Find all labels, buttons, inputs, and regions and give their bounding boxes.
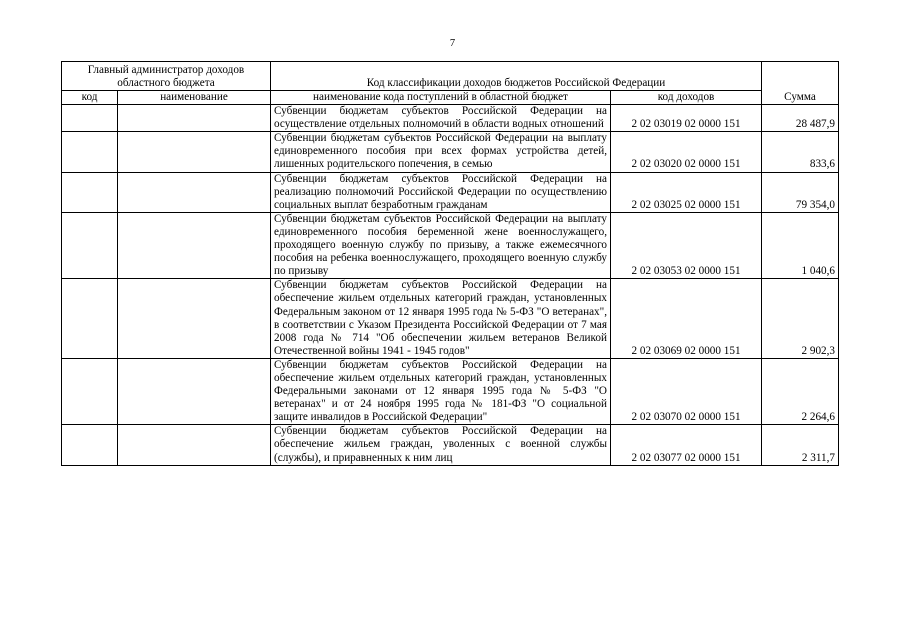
income-amount: 79 354,0 [762, 172, 839, 212]
income-code: 2 02 03020 02 0000 151 [611, 132, 762, 172]
admin-code-cell [62, 425, 118, 465]
table-row [62, 132, 839, 172]
income-description: Субвенции бюджетам субъектов Российской Федерации на обеспечение жильем граждан, уволенных с военной службы (службы), и приравненных к ним лиц [271, 425, 611, 465]
admin-name-cell [118, 172, 271, 212]
income-code: 2 02 03070 02 0000 151 [611, 358, 762, 424]
income-amount: 2 264,6 [762, 358, 839, 424]
header-row-top [62, 62, 839, 91]
admin-code-cell [62, 105, 118, 132]
header-admin-group: Главный администратор доходов областного бюджета [62, 62, 271, 91]
income-code: 2 02 03077 02 0000 151 [611, 425, 762, 465]
income-description: Субвенции бюджетам субъектов Российской Федерации на выплату единовременного пособия при всех формах устройства детей, лишенных родительского попечения, в семью [271, 132, 611, 172]
income-amount: 1 040,6 [762, 212, 839, 278]
income-amount: 2 902,3 [762, 279, 839, 359]
income-code: 2 02 03025 02 0000 151 [611, 172, 762, 212]
header-income-name: наименование кода поступлений в областной бюджет [271, 91, 611, 105]
income-amount: 2 311,7 [762, 425, 839, 465]
header-admin-code: код [62, 91, 118, 105]
income-amount: 28 487,9 [762, 105, 839, 132]
header-income-code: код доходов [611, 91, 762, 105]
admin-code-cell [62, 132, 118, 172]
income-code: 2 02 03019 02 0000 151 [611, 105, 762, 132]
admin-name-cell [118, 358, 271, 424]
income-description: Субвенции бюджетам субъектов Российской Федерации на реализацию полномочий Российской Федерации по осуществлению социальных выплат безработным гражданам [271, 172, 611, 212]
table-row [62, 425, 839, 465]
admin-name-cell [118, 425, 271, 465]
income-code: 2 02 03069 02 0000 151 [611, 279, 762, 359]
income-amount: 833,6 [762, 132, 839, 172]
revenue-table [61, 61, 839, 466]
header-row-sub [62, 91, 839, 105]
admin-name-cell [118, 279, 271, 359]
admin-name-cell [118, 105, 271, 132]
table-row [62, 279, 839, 359]
table-row [62, 172, 839, 212]
income-code: 2 02 03053 02 0000 151 [611, 212, 762, 278]
income-description: Субвенции бюджетам субъектов Российской Федерации на осуществление отдельных полномочий в области водных отношений [271, 105, 611, 132]
income-description: Субвенции бюджетам субъектов Российской Федерации на обеспечение жильем отдельных категорий граждан, установленных Федеральным законом от 12 января 1995 года № 5-ФЗ "О ветеранах", в соответствии с Указом Президента Российской Федерации от 7 мая 2008 года № 714 "Об обеспечении жильем ветеранов Великой Отечественной войны 1941 - 1945 годов" [271, 279, 611, 359]
admin-code-cell [62, 172, 118, 212]
income-description: Субвенции бюджетам субъектов Российской Федерации на выплату единовременного пособия беременной жене военнослужащего, проходящего военную службу по призыву, а также ежемесячного пособия на ребенка военнослужащего, проходящего военную службу по призыву [271, 212, 611, 278]
page-number: 7 [449, 38, 456, 49]
table-row [62, 105, 839, 132]
header-sum: Сумма [762, 62, 839, 105]
admin-code-cell [62, 358, 118, 424]
table-row [62, 358, 839, 424]
table-row [62, 212, 839, 278]
admin-code-cell [62, 279, 118, 359]
header-classification-group: Код классификации доходов бюджетов Российской Федерации [271, 62, 762, 91]
admin-code-cell [62, 212, 118, 278]
admin-name-cell [118, 212, 271, 278]
income-description: Субвенции бюджетам субъектов Российской Федерации на обеспечение жильем отдельных категорий граждан, установленных Федеральными законами от 12 января 1995 года № 5-ФЗ "О ветеранах" и от 24 ноября 1995 года № 181-ФЗ "О социальной защите инвалидов в Российской Федерации" [271, 358, 611, 424]
header-admin-name: наименование [118, 91, 271, 105]
admin-name-cell [118, 132, 271, 172]
